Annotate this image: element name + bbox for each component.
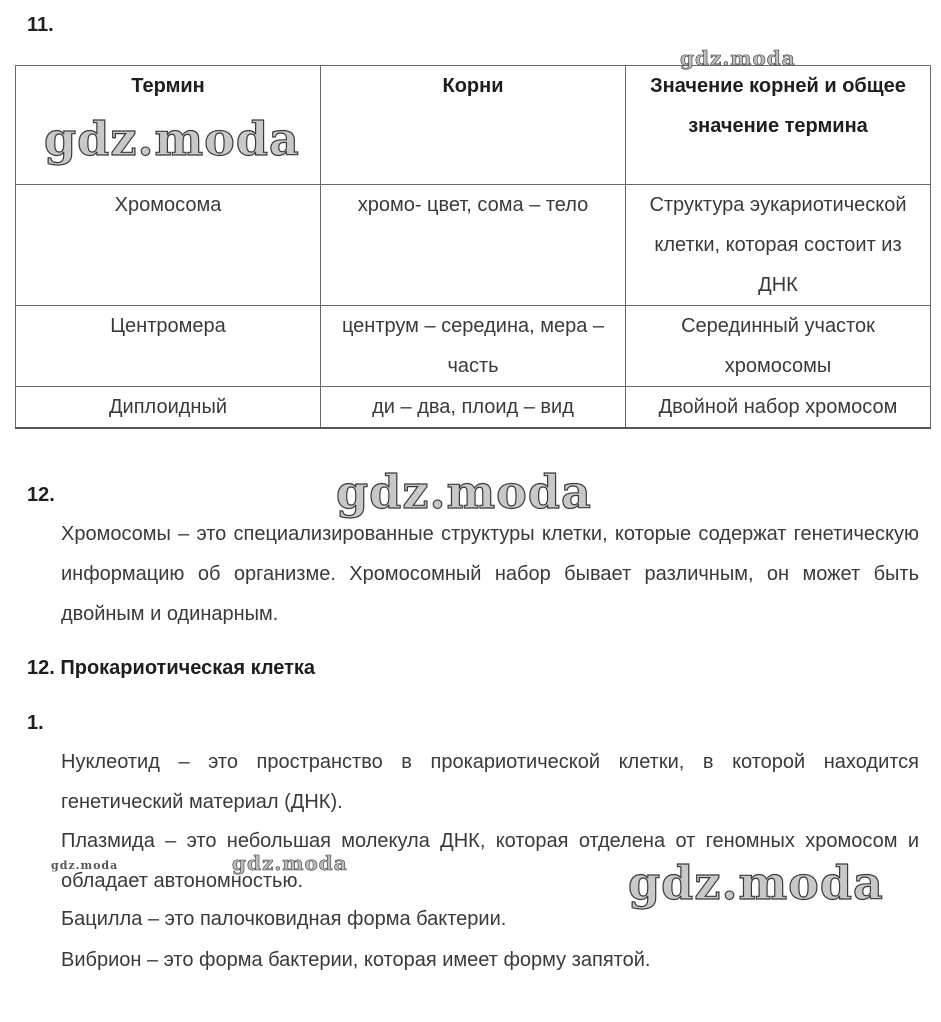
cell-meaning: Двойной набор хромосом bbox=[626, 387, 931, 429]
watermark-logo: gdz.moda bbox=[232, 851, 348, 875]
definition-plasmid: Плазмида – это небольшая молекула ДНК, которая отделена от геномных хромосом и обладает автономностью. bbox=[61, 830, 919, 892]
table-row bbox=[16, 185, 931, 306]
watermark-logo: gdz.moda bbox=[44, 112, 300, 166]
watermark-logo: gdz.moda bbox=[336, 465, 592, 519]
cell-term: Хромосома bbox=[16, 185, 321, 306]
cell-term: Центромера bbox=[16, 306, 321, 387]
cell-meaning: Серединный участок хромосомы bbox=[626, 306, 931, 387]
table-row bbox=[16, 306, 931, 387]
section-11-number: 11. bbox=[27, 14, 54, 36]
definition-nucleotide: Нуклеотид – это пространство в прокариотической клетки, в которой находится генетический материал (ДНК). bbox=[61, 751, 919, 813]
watermark-logo: gdz.moda bbox=[51, 859, 119, 872]
cell-roots: хромо- цвет, сома – тело bbox=[321, 185, 626, 306]
subsection-1-number: 1. bbox=[27, 712, 44, 734]
table-row bbox=[16, 387, 931, 429]
section-12-number: 12. bbox=[27, 484, 55, 506]
cell-term: Диплоидный bbox=[16, 387, 321, 429]
cell-roots: ди – два, плоид – вид bbox=[321, 387, 626, 429]
header-term: Термин bbox=[16, 66, 321, 185]
header-meaning: Значение корней и общее значение термина bbox=[626, 66, 931, 185]
definition-bacillus: Бацилла – это палочковидная форма бактерии. bbox=[61, 908, 507, 930]
chromosome-paragraph: Хромосомы – это специализированные структуры клетки, которые содержат генетическую информацию об организме. Хромосомный набор бывает различным, он может быть двойным и одинарным. bbox=[61, 523, 919, 625]
cell-meaning: Структура эукариотической клетки, которая состоит из ДНК bbox=[626, 185, 931, 306]
definition-vibrio: Вибрион – это форма бактерии, которая имеет форму запятой. bbox=[61, 949, 651, 971]
watermark-logo: gdz.moda bbox=[628, 856, 884, 910]
cell-roots: центрум – середина, мера – часть bbox=[321, 306, 626, 387]
prokaryote-heading: 12. Прокариотическая клетка bbox=[27, 657, 316, 679]
header-roots: Корни bbox=[321, 66, 626, 185]
watermark-logo: gdz.moda bbox=[680, 46, 796, 70]
